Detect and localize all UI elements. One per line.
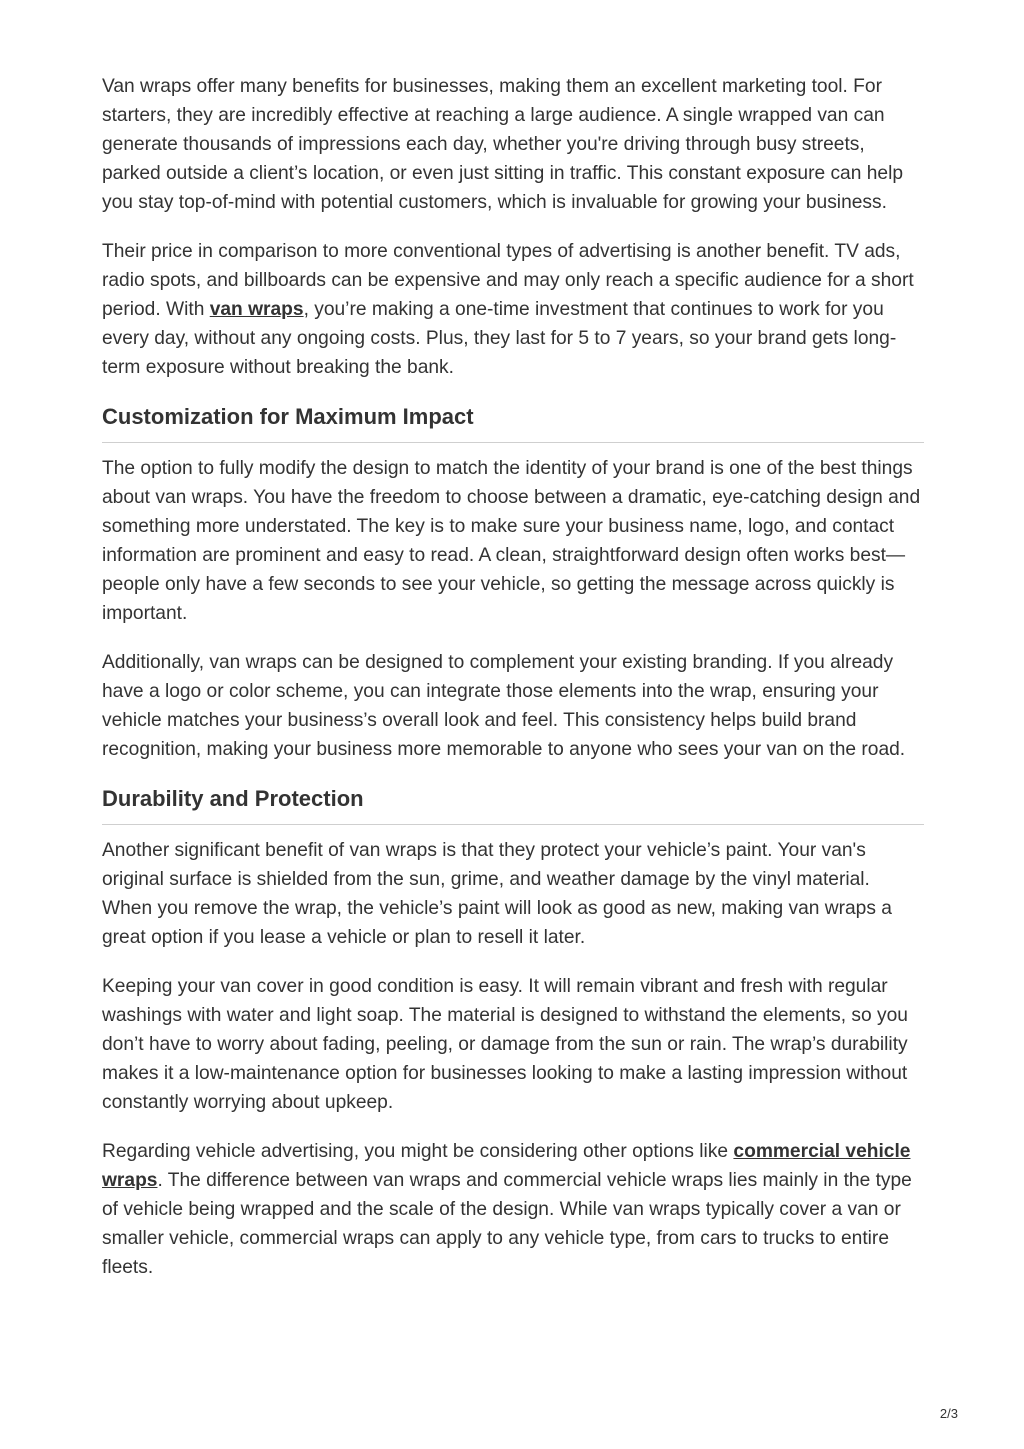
commercial-vehicle-wraps-link[interactable]: commercial vehicle wraps (102, 1141, 911, 1191)
heading-divider (102, 824, 924, 825)
customization-heading: Customization for Maximum Impact (102, 404, 474, 429)
paragraph-price-text-end: , you’re making a one-time investment that continues to work for you every day, without any ongoing costs. Plus, they last for 5 to 7 years, so your brand gets long-term exposure without breaking the bank. (102, 299, 897, 378)
durability-heading: Durability and Protection (102, 786, 364, 811)
paragraph-commercial-text-end: . The difference between van wraps and commercial vehicle wraps lies mainly in the type of vehicle being wrapped and the scale of the design. While van wraps typically cover a van or smaller vehicle, commercial wraps can apply to any vehicle type, from cars to trucks to entire fleets. (102, 1170, 912, 1278)
page-number: 2/3 (939, 1406, 958, 1421)
article-body (102, 72, 924, 1302)
paragraph-benefits: Van wraps offer many benefits for businesses, making them an excellent marketing tool. For starters, they are incredibly effective at reaching a large audience. A single wrapped van can generate thousands of impressions each day, whether you're driving through busy streets, parked outside a client’s location, or even just sitting in traffic. This constant exposure can help you stay top-of-mind with potential customers, which is invaluable for growing your business. (102, 76, 904, 213)
van-wraps-link[interactable]: van wraps (209, 299, 304, 320)
paragraph-customization-branding: Additionally, van wraps can be designed to complement your existing branding. If you already have a logo or color scheme, you can integrate those elements into the wrap, ensuring your vehicle matches your business’s overall look and feel. This consistency helps build brand recognition, making your business more memorable to anyone who sees your van on the road. (102, 652, 906, 760)
paragraph-durability-paint: Another significant benefit of van wraps is that they protect your vehicle’s paint. Your van's original surface is shielded from the sun, grime, and weather damage by the vinyl material. When you remove the wrap, the vehicle’s paint will look as good as new, making van wraps a great option if you lease a vehicle or plan to resell it later. (102, 840, 892, 948)
paragraph-price (102, 237, 924, 382)
paragraph-commercial (102, 1137, 924, 1282)
paragraph-commercial-text-start: Regarding vehicle advertising, you might be considering other options like (102, 1141, 734, 1162)
heading-divider (102, 442, 924, 443)
paragraph-durability-maintenance: Keeping your van cover in good condition is easy. It will remain vibrant and fresh with regular washings with water and light soap. The material is designed to withstand the elements, so you don’t have to worry about fading, peeling, or damage from the sun or rain. The wrap’s durability makes it a low-maintenance option for businesses looking to make a lasting impression without constantly worrying about upkeep. (102, 976, 908, 1113)
paragraph-customization-design: The option to fully modify the design to match the identity of your brand is one of the best things about van wraps. You have the freedom to choose between a dramatic, eye-catching design and something more understated. The key is to make sure your business name, logo, and contact information are prominent and easy to read. A clean, straightforward design often works best—people only have a few seconds to see your vehicle, so getting the message across quickly is important. (102, 458, 921, 624)
paragraph-price-text-start: Their price in comparison to more conventional types of advertising is another benefit. TV ads, radio spots, and billboards can be expensive and may only reach a specific audience for a short period. With (102, 241, 914, 320)
customization-section (102, 402, 924, 443)
durability-section (102, 784, 924, 825)
